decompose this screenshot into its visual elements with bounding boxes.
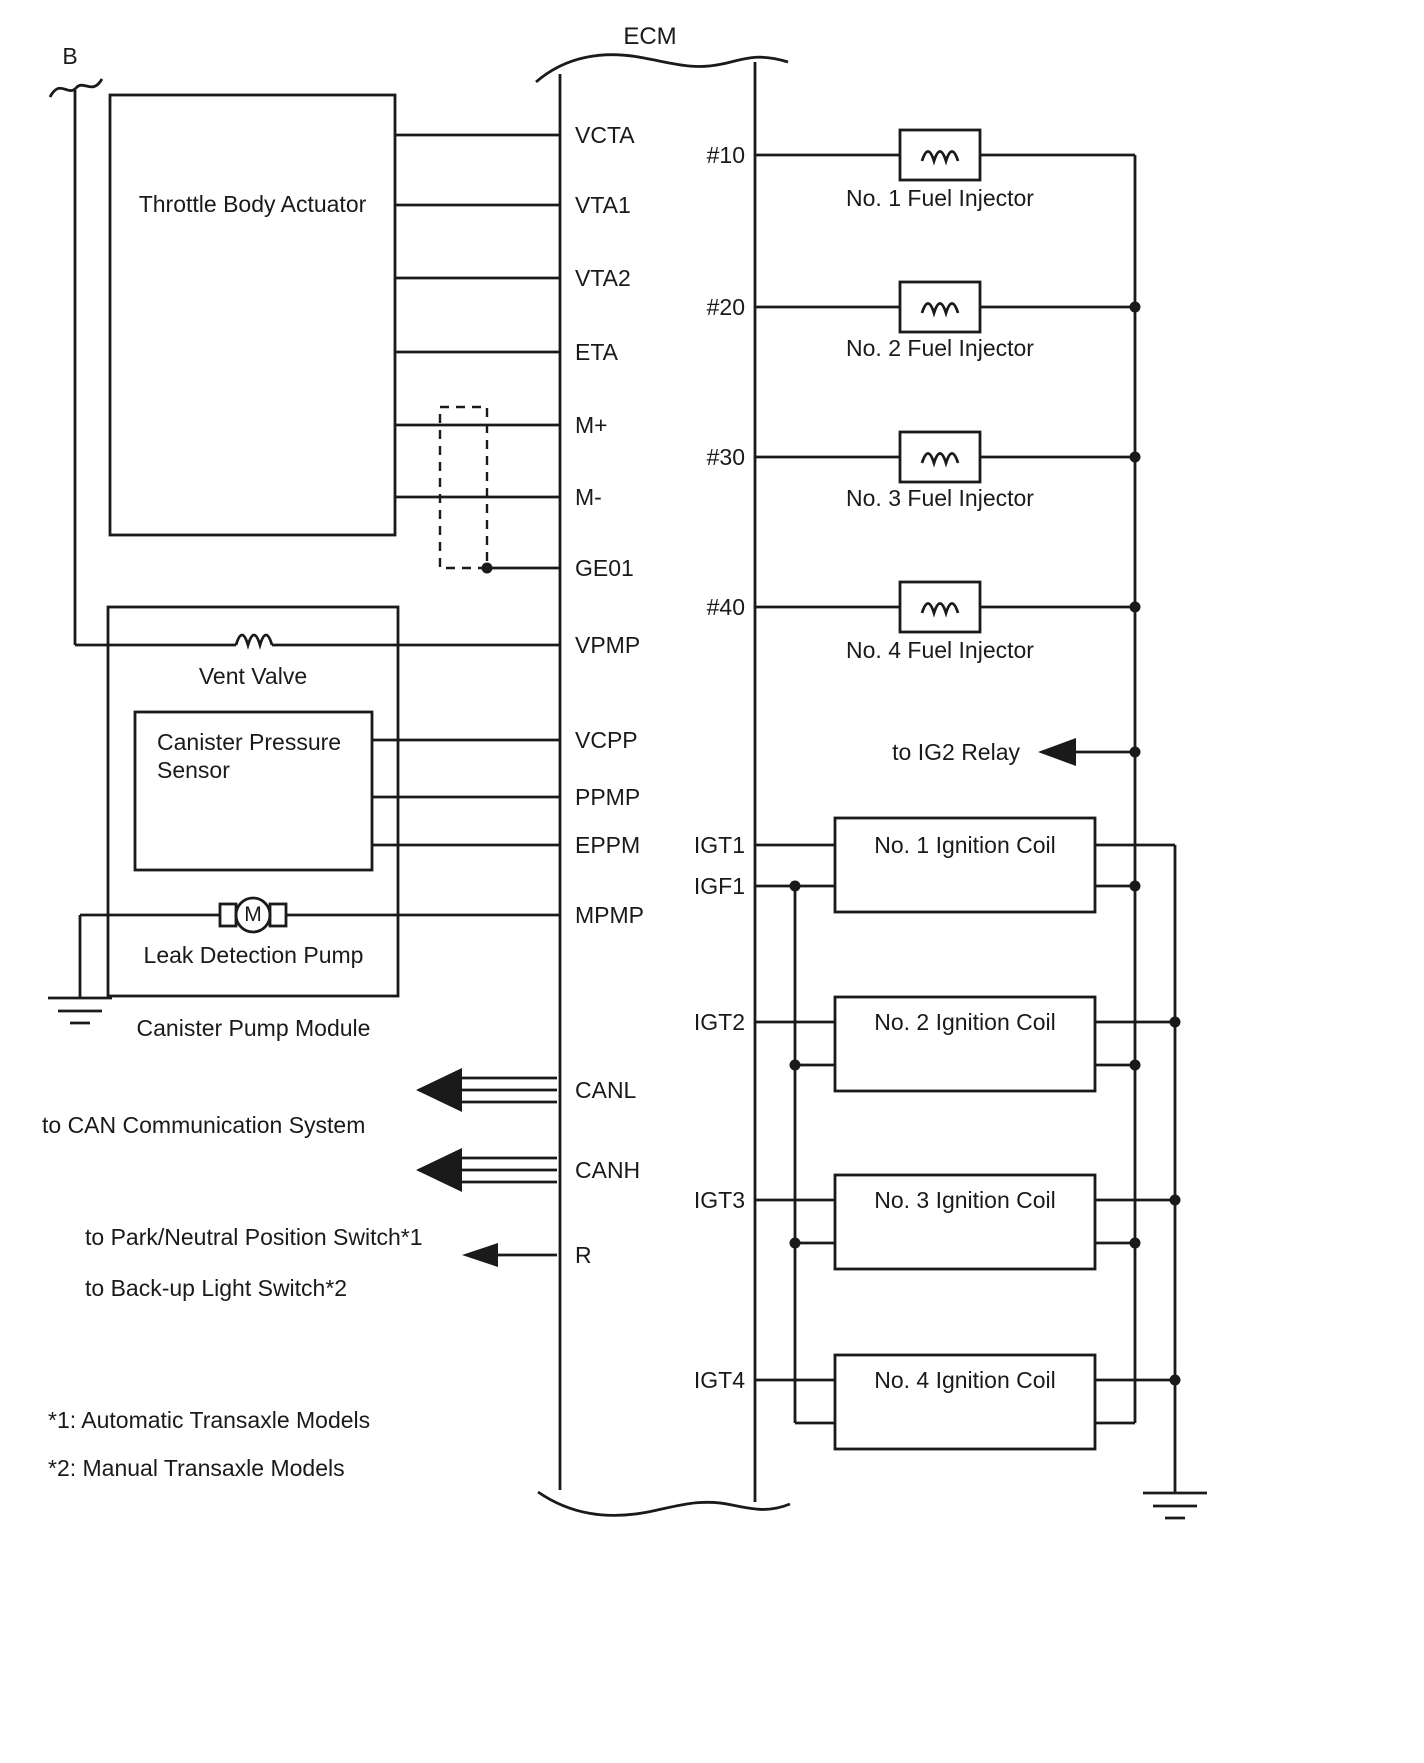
ecm-title: ECM [623, 23, 677, 50]
ecm-pin-mpmp: MPMP [575, 902, 644, 928]
canister-pump-module-label: Canister Pump Module [136, 1015, 371, 1041]
ecm-pin-30: #30 [706, 444, 745, 470]
r-pin-arrow-icon [462, 1243, 557, 1267]
ignition-coil-boxes [755, 818, 1207, 1518]
to-park-neutral-switch-label: to Park/Neutral Position Switch*1 [85, 1224, 423, 1250]
connector-b-line [50, 79, 102, 645]
ecm-pin-igf1: IGF1 [693, 873, 745, 899]
fuel-injector-1-label: No. 1 Fuel Injector [846, 185, 1034, 211]
ecm-pin-igt3: IGT3 [693, 1187, 745, 1213]
ecm-pin-igt1: IGT1 [693, 832, 745, 858]
motor-letter: M [244, 903, 262, 926]
canister-pressure-sensor-label-line1: Canister Pressure [157, 729, 342, 755]
connector-b-label: B [62, 43, 78, 69]
ignition-coil-1-label: No. 1 Ignition Coil [874, 832, 1056, 858]
ecm-pin-20: #20 [706, 294, 745, 320]
ecm-pin-40: #40 [706, 594, 745, 620]
ecm-pin-m-minus: M- [575, 484, 602, 510]
to-backup-light-switch-label: to Back-up Light Switch*2 [85, 1275, 348, 1301]
ecm-pin-igt2: IGT2 [693, 1009, 745, 1035]
fuel-injector-3-label: No. 3 Fuel Injector [846, 485, 1034, 511]
ecm-pin-canl: CANL [575, 1077, 637, 1103]
footnote-2: *2: Manual Transaxle Models [48, 1455, 345, 1481]
ignition-coil-3-label: No. 3 Ignition Coil [874, 1187, 1056, 1213]
vent-valve-label: Vent Valve [198, 663, 308, 689]
ignition-coil-4-label: No. 4 Ignition Coil [874, 1367, 1056, 1393]
ecm-pin-m-plus: M+ [575, 412, 608, 438]
ignition-coil-2-label: No. 2 Ignition Coil [874, 1009, 1056, 1035]
to-ig2-relay-label: to IG2 Relay [892, 739, 1020, 765]
ecm-pin-eta: ETA [575, 339, 619, 365]
ecm-pin-vcta: VCTA [575, 122, 635, 148]
ecm-pin-canh: CANH [575, 1157, 641, 1183]
fuel-injector-symbols [755, 130, 1141, 1423]
ecm-pin-vta1: VTA1 [575, 192, 631, 218]
leak-detection-pump-label: Leak Detection Pump [143, 942, 364, 968]
ecm-pin-vcpp: VCPP [575, 727, 638, 753]
ecm-pin-vta2: VTA2 [575, 265, 631, 291]
ig2-relay-arrow-icon [1038, 738, 1141, 766]
ecm-pin-ppmp: PPMP [575, 784, 641, 810]
can-bus-arrow-icons [416, 1068, 557, 1192]
ecm-pin-vpmp: VPMP [575, 632, 641, 658]
to-can-communication-label: to CAN Communication System [42, 1112, 366, 1138]
fuel-injector-4-label: No. 4 Fuel Injector [846, 637, 1034, 663]
ecm-pin-eppm: EPPM [575, 832, 641, 858]
ecm-pin-r: R [575, 1242, 592, 1268]
ecm-pin-igt4: IGT4 [693, 1367, 745, 1393]
ecm-pin-10: #10 [706, 142, 745, 168]
vent-valve-coil-icon [75, 635, 560, 645]
footnote-1: *1: Automatic Transaxle Models [48, 1407, 371, 1433]
shield-ground-dashed [440, 407, 560, 574]
ecm-pin-ge01: GE01 [575, 555, 634, 581]
canister-pressure-sensor-label-line2: Sensor [157, 757, 230, 783]
throttle-body-actuator-label: Throttle Body Actuator [138, 191, 367, 217]
throttle-body-actuator-box [110, 95, 560, 535]
fuel-injector-2-label: No. 2 Fuel Injector [846, 335, 1034, 361]
